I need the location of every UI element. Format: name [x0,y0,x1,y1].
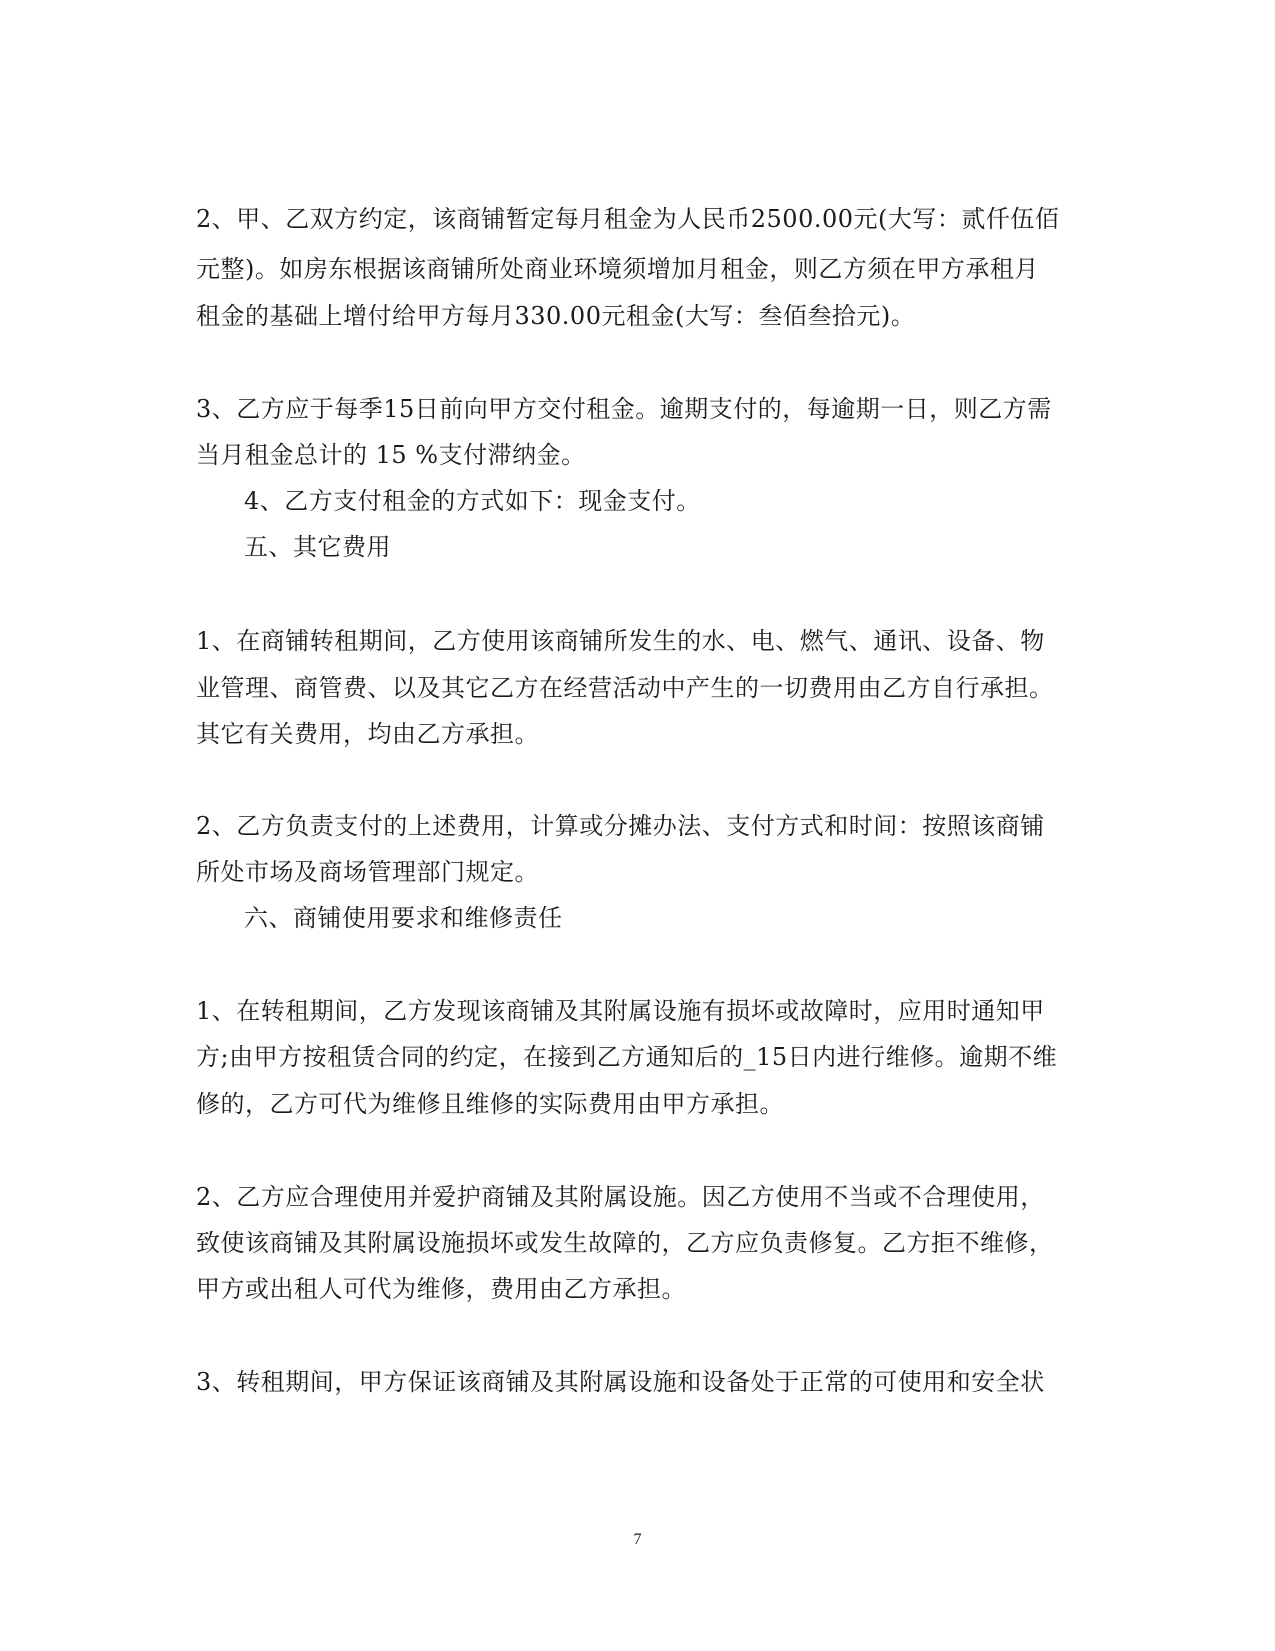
text-line: 修的，乙方可代为维修且维修的实际费用由甲方承担。 [196,1090,784,1118]
text-line: 业管理、商管费、以及其它乙方在经营活动中产生的一切费用由乙方自行承担。 [196,674,1054,702]
text-line: 其它有关费用，均由乙方承担。 [196,720,539,748]
text-line: 甲方或出租人可代为维修，费用由乙方承担。 [196,1275,686,1303]
text-line: 租金的基础上增付给甲方每月330.00元租金(大写：叁佰叁拾元)。 [196,302,916,330]
text-line: 3、转租期间，甲方保证该商铺及其附属设施和设备处于正常的可使用和安全状 [196,1368,1045,1396]
text-line: 所处市场及商场管理部门规定。 [196,858,539,886]
page-number: 7 [633,1531,642,1548]
section-heading: 六、商铺使用要求和维修责任 [244,904,563,932]
section-heading: 五、其它费用 [244,533,391,561]
text-line: 4、乙方支付租金的方式如下：现金支付。 [244,487,701,515]
text-line: 1、在商铺转租期间，乙方使用该商铺所发生的水、电、燃气、通讯、设备、物 [196,627,1045,655]
text-line: 2、乙方负责支付的上述费用，计算或分摊办法、支付方式和时间：按照该商铺 [196,812,1045,840]
text-line: 元整)。如房东根据该商铺所处商业环境须增加月租金，则乙方须在甲方承租月 [196,255,1039,283]
text-line: 致使该商铺及其附属设施损坏或发生故障的，乙方应负责修复。乙方拒不维修， [196,1229,1054,1257]
text-line: 方;由甲方按租赁合同的约定，在接到乙方通知后的_15日内进行维修。逾期不维 [196,1043,1058,1071]
text-line: 3、乙方应于每季15日前向甲方交付租金。逾期支付的，每逾期一日，则乙方需 [196,395,1052,423]
text-line: 1、在转租期间，乙方发现该商铺及其附属设施有损坏或故障时，应用时通知甲 [196,997,1045,1025]
text-line: 2、甲、乙双方约定，该商铺暂定每月租金为人民币2500.00元(大写：贰仟伍佰 [196,205,1060,233]
text-line: 2、乙方应合理使用并爱护商铺及其附属设施。因乙方使用不当或不合理使用， [196,1183,1045,1211]
text-line: 当月租金总计的 15 %支付滞纳金。 [196,441,586,469]
